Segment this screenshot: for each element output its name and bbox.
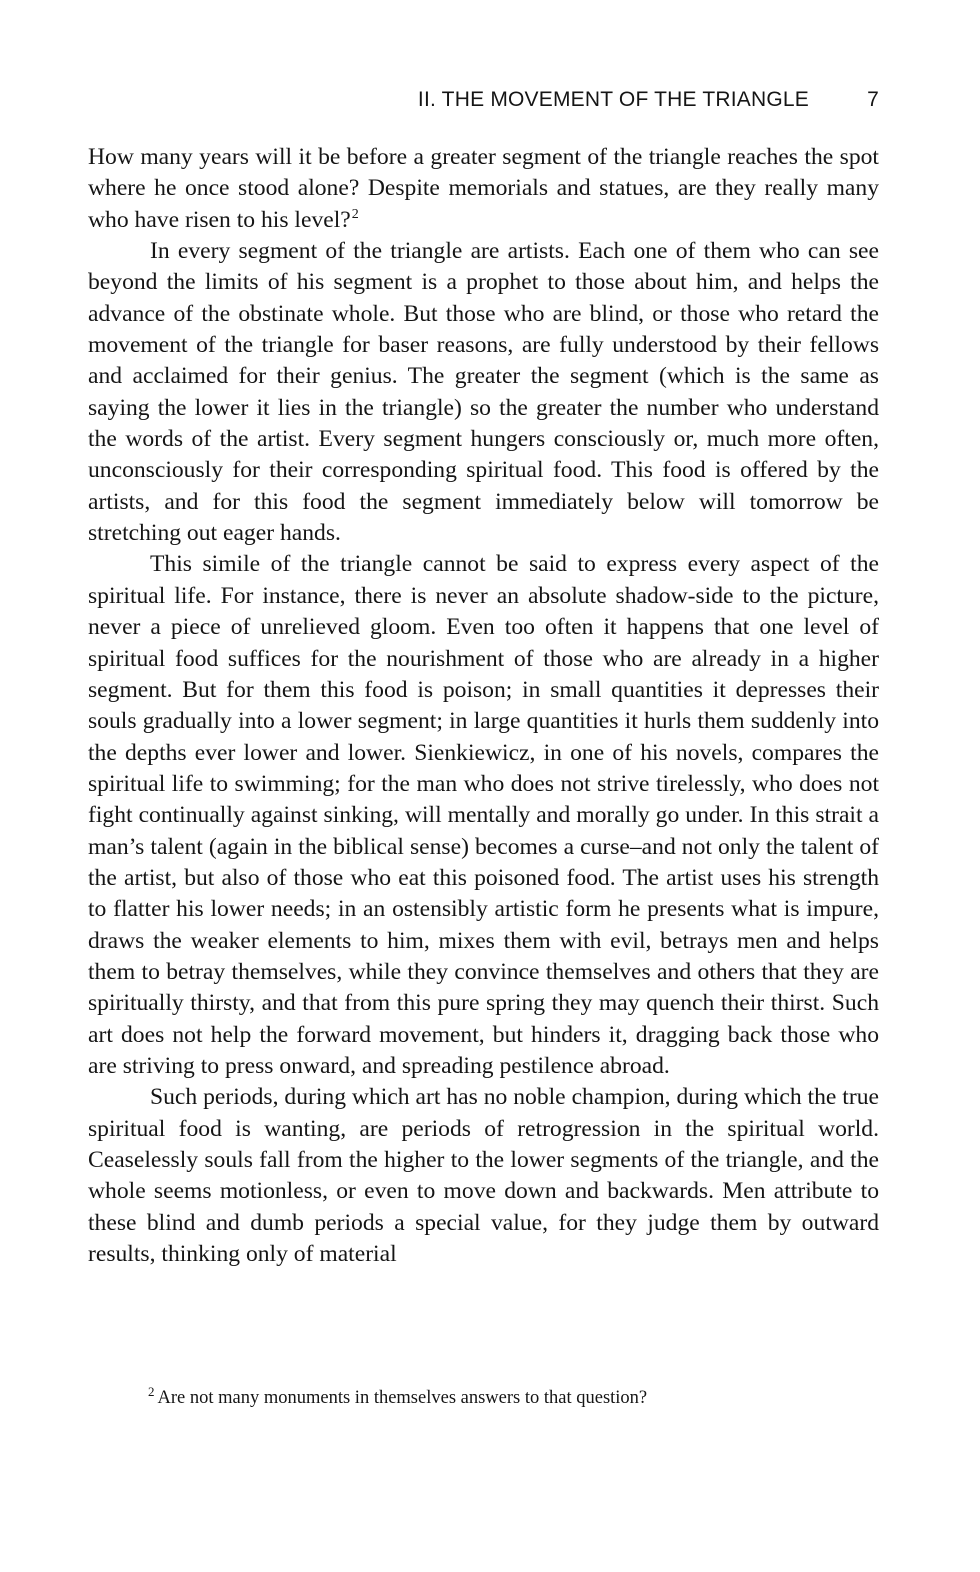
paragraph-2: In every segment of the triangle are artists. Each one of them who can see beyond the limits of his segment is a prophet to those about him, and helps the advance of the obstinate whole. But those who are blind, or those who retard the movement of the triangle for baser reasons, are fully understood by their fellows and acclaimed for their genius. The greater the segment (which is the same as saying the lower it lies in the triangle) so the greater the number who understand the words of the artist. Every segment hungers consciously or, much more often, unconsciously for their corresponding spiritual food. This food is offered by the artists, and for this food the segment immediately below will tomorrow be stretching out eager hands. [88, 238, 879, 547]
footnote-text: Are not many monuments in themselves answers to that question? [157, 1388, 648, 1408]
footnote [148, 1385, 879, 1411]
paragraph-1-text: How many years will it be before a greater segment of the triangle reaches the spot where he once stood alone? Despite memorials and statues, are they really many who have risen to his level? [88, 144, 879, 233]
running-header [88, 86, 879, 118]
paragraph-1 [88, 142, 879, 236]
paragraph-3: This simile of the triangle cannot be said to express every aspect of the spiritual life. For instance, there is never an absolute shadow-side to the picture, never a piece of unrelieved gloom. Even too often it happens that one level of spiritual food suffices for the nourishment of those who are already in a higher segment. But for them this food is poison; in small quantities it depresses their souls gradually into a lower segment; in large quantities it hurls them suddenly into the depths ever lower and lower. Sienkiewicz, in one of his novels, compares the spiritual life to swimming; for the man who does not strive tirelessly, who does not fight continually against sinking, will mentally and morally go under. In this strait a man’s talent (again in the biblical sense) becomes a curse–and not only the talent of the artist, but also of those who eat this poisoned food. The artist uses his strength to flatter his lower needs; in an ostensibly artistic form he presents what is impure, draws the weaker elements to him, mixes them with evil, betrays men and helps them to betray themselves, while they convince themselves and others that they are spiritually thirsty, and that from this pure spring they may quench their thirst. Such art does not help the forward movement, but hinders it, dragging back those who are striving to press onward, and spreading pestilence abroad. [88, 551, 879, 1079]
paragraph-4: Such periods, during which art has no noble champion, during which the true spiritual food is wanting, are periods of retrogression in the spiritual world. Ceaselessly souls fall from the higher to the lower segments of the triangle, and the whole seems motionless, or even to move down and backwards. Men attribute to these blind and dumb periods a special value, for they judge them by outward results, thinking only of material [88, 1084, 879, 1268]
body-text [88, 142, 879, 1270]
page-number: 7 [867, 88, 879, 111]
chapter-title: II. THE MOVEMENT OF THE TRIANGLE [417, 88, 809, 111]
footnote-marker: 2 [148, 1384, 155, 1399]
footnote-reference: 2 [351, 206, 359, 222]
